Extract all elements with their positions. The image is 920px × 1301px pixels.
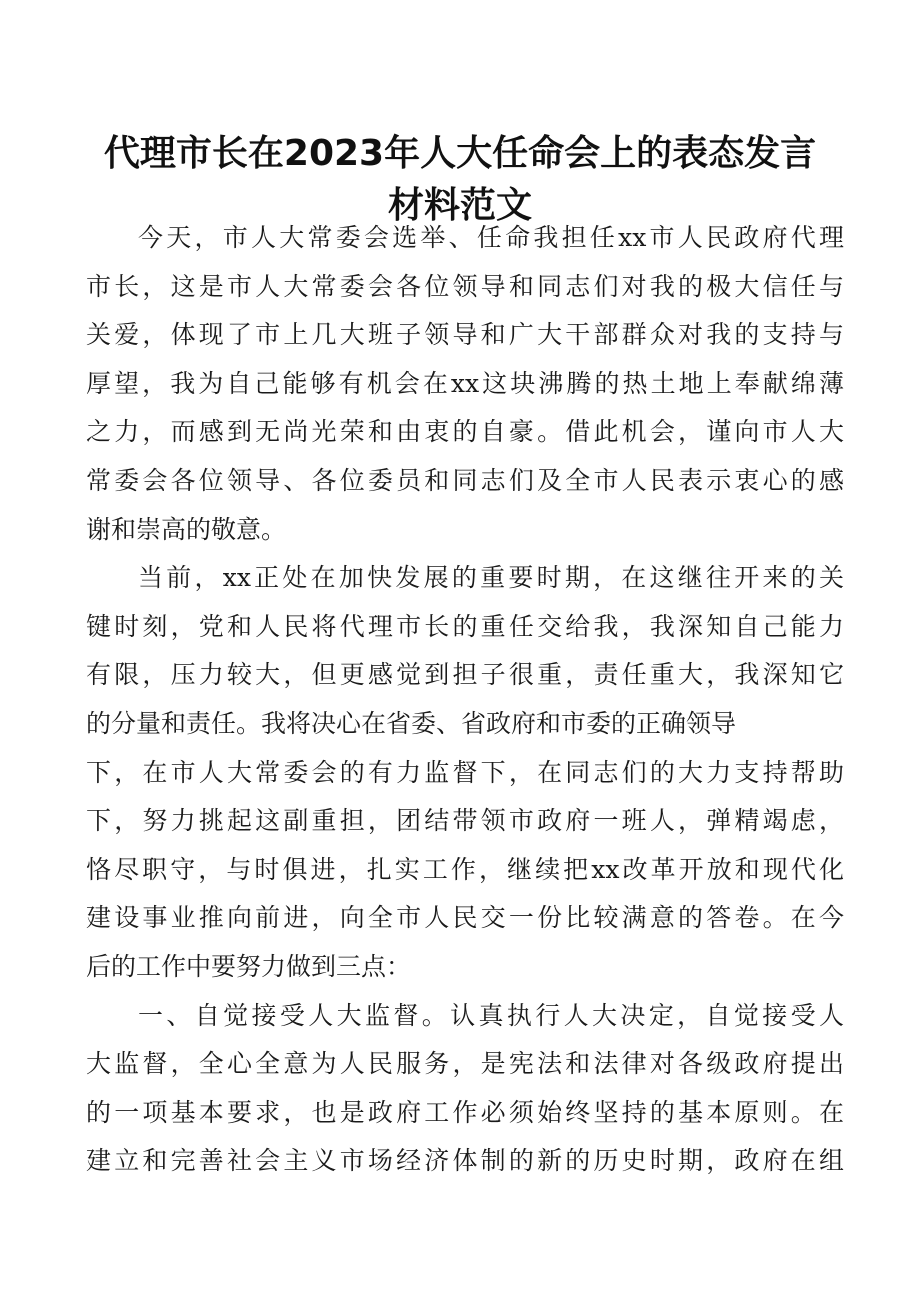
text-line: 常委会各位领导、各位委员和同志们及全市人民表示衷心的感 xyxy=(86,465,844,495)
text-line: 关爱，体现了市上几大班子领导和广大干部群众对我的支持与 xyxy=(86,320,844,350)
text-line: 的分量和责任。我将决心在省委、省政府和市委的正确领导 xyxy=(86,708,737,738)
text-line: 建设事业推向前进，向全市人民交一份比较满意的答卷。在今 xyxy=(86,903,844,933)
text-line: 之力，而感到无尚光荣和由衷的自豪。借此机会，谨向市人大 xyxy=(86,417,844,447)
text-line: 今天，市人大常委会选举、任命我担任xx市人民政府代理 xyxy=(138,223,844,252)
text-line: 市长，这是市人大常委会各位领导和同志们对我的极大信任与 xyxy=(86,271,844,301)
text-line: 大监督，全心全意为人民服务，是宪法和法律对各级政府提出 xyxy=(86,1049,844,1079)
text-line: 一、自觉接受人大监督。认真执行人大决定，自觉接受人 xyxy=(138,1000,844,1030)
text-line: 键时刻，党和人民将代理市长的重任交给我，我深知自己能力 xyxy=(86,611,844,641)
paragraph-3 xyxy=(86,992,844,1186)
document-body xyxy=(86,214,844,1186)
paragraph-1 xyxy=(86,214,844,554)
text-line: 厚望，我为自己能够有机会在xx这块沸腾的热土地上奉献绵薄 xyxy=(86,368,844,398)
text-line: 建立和完善社会主义市场经济体制的新的历史时期，政府在组 xyxy=(86,1146,844,1176)
paragraph-2 xyxy=(86,554,844,991)
text-line: 谢和崇高的敬意。 xyxy=(86,514,287,544)
text-line: 当前，xx正处在加快发展的重要时期，在这继往开来的关 xyxy=(138,563,844,593)
text-line: 下，在市人大常委会的有力监督下，在同志们的大力支持帮助 xyxy=(86,757,844,787)
text-line: 下，努力挑起这副重担，团结带领市政府一班人，弹精竭虑， xyxy=(86,806,844,836)
text-line: 有限，压力较大，但更感觉到担子很重，责任重大，我深知它 xyxy=(86,660,844,690)
text-line: 恪尽职守，与时俱进，扎实工作，继续把xx改革开放和现代化 xyxy=(86,854,844,884)
text-line: 的一项基本要求，也是政府工作必须始终坚持的基本原则。在 xyxy=(86,1097,844,1127)
title-line-1: 代理市长在2023年人大任命会上的表态发言 xyxy=(103,133,817,175)
text-line: 后的工作中要努力做到三点： xyxy=(86,951,412,981)
title-line-2: 材料范文 xyxy=(387,185,532,227)
